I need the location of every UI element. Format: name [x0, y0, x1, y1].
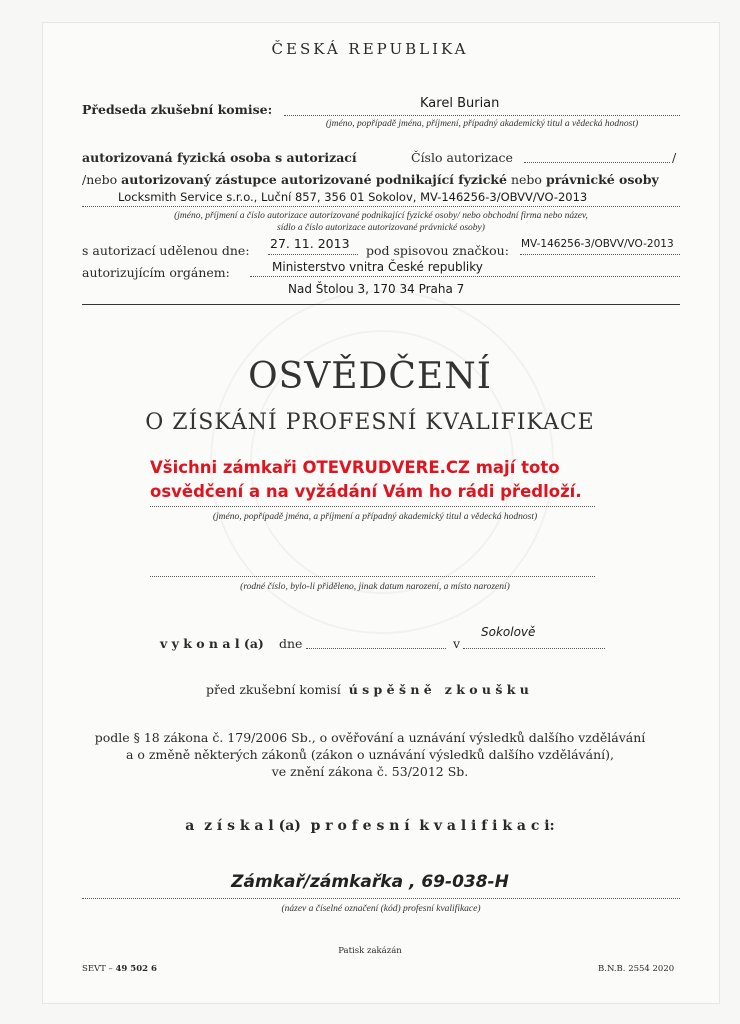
- footer-right: B.N.B. 2554 2020: [598, 964, 675, 974]
- auth-line2-prefix: /nebo: [82, 172, 118, 187]
- qualification-value: Zámkař/zámkařka , 69-038-H: [231, 872, 509, 892]
- certificate-title: OSVĚDČENÍ: [248, 356, 492, 397]
- auth-line2-bold1: autorizovaný zástupce autorizované podnikající fyzické: [121, 172, 507, 187]
- chairman-label: Předseda zkušební komise:: [82, 102, 273, 117]
- holder-name-caption: (jméno, popřípadě jména, a příjmení a případný akademický titul a vědecká hodnost): [212, 512, 538, 522]
- holder-birth-dots: [150, 576, 595, 577]
- footer-left-prefix: SEVT –: [82, 964, 116, 974]
- law-line2: a o změně některých zákonů (zákon o uznávání výsledků dalšího vzdělávání),: [126, 747, 614, 762]
- footer-left-code: 49 502 6: [115, 964, 157, 974]
- header-rule: [82, 304, 680, 305]
- country-heading: ČESKÁ REPUBLIKA: [271, 40, 469, 58]
- auth-caption1: (jméno, příjmení a číslo autorizace autorizované podnikající fyzické osoby/ nebo obchodní firma nebo název,: [174, 211, 588, 221]
- file-number: MV-146256-3/OBVV/VO-2013: [521, 238, 674, 250]
- auth-company-dots: [82, 206, 680, 207]
- auth-number-dots: [524, 162, 670, 163]
- granted-date: 27. 11. 2013: [270, 236, 350, 251]
- law-line3: ve znění zákona č. 53/2012 Sb.: [271, 764, 469, 779]
- auth-line2-or: nebo: [510, 172, 542, 187]
- exam-date-dots: [306, 648, 446, 649]
- certificate-subtitle: O ZÍSKÁNÍ PROFESNÍ KVALIFIKACE: [145, 410, 595, 435]
- granted-label: s autorizací udělenou dne:: [82, 243, 250, 258]
- auth-company: Locksmith Service s.r.o., Luční 857, 356 01 Sokolov, MV-146256-3/OBVV/VO-2013: [118, 190, 588, 204]
- organ-address: Nad Štolou 3, 170 34 Praha 7: [288, 282, 465, 296]
- auth-number-label: Číslo autorizace: [411, 150, 513, 165]
- organ-value: Ministerstvo vnitra České republiky: [272, 260, 483, 274]
- exam-place-value: Sokolově: [481, 625, 536, 639]
- qualification-caption: (název a číselné označení (kód) profesní kvalifikace): [281, 904, 481, 914]
- exam-date-label: dne: [279, 636, 303, 651]
- exam-performed: v y k o n a l (a): [160, 636, 264, 651]
- file-label: pod spisovou značkou:: [366, 243, 509, 258]
- overlay-notice-line1: Všichni zámkaři OTEVRUDVERE.CZ mají toto: [150, 458, 560, 477]
- file-dots: [520, 254, 680, 255]
- overlay-notice-line2: osvědčení a na vyžádání Vám ho rádi předloží.: [150, 482, 582, 501]
- auth-line1-label: autorizovaná fyzická osoba s autorizací: [82, 150, 357, 165]
- chairman-name: Karel Burian: [420, 96, 500, 111]
- exam-place-dots: [463, 648, 605, 649]
- qualification-dots: [82, 898, 680, 899]
- auth-caption2: sídlo a číslo autorizace autorizované právnické osoby): [277, 223, 485, 233]
- footer-left: [82, 964, 157, 974]
- auth-line2: [82, 172, 659, 187]
- exam-place-label: v: [453, 636, 461, 651]
- footer-note: Patisk zakázán: [338, 946, 402, 956]
- chairman-dots: [284, 115, 680, 116]
- organ-label: autorizujícím orgánem:: [82, 265, 230, 280]
- chairman-caption: (jméno, popřípadě jména, příjmení, případný akademický titul a vědecká hodnost): [325, 119, 639, 129]
- qualification-heading: a z í s k a l (a) p r o f e s n í k v a l i f i k a c i:: [185, 818, 555, 834]
- exam-before-text: před zkušební komisí: [206, 682, 341, 697]
- granted-dots: [268, 254, 358, 255]
- exam-before-line: [206, 682, 529, 697]
- holder-name-dots: [150, 506, 595, 507]
- auth-line2-bold2: právnické osoby: [545, 172, 659, 187]
- holder-birth-caption: (rodné číslo, bylo-li přiděleno, jinak datum narození, a místo narození): [240, 582, 510, 592]
- law-line1: podle § 18 zákona č. 179/2006 Sb., o ověřování a uznávání výsledků dalšího vzdělávání: [94, 730, 646, 745]
- auth-number-slash: /: [672, 150, 677, 165]
- organ-dots: [250, 276, 680, 277]
- exam-result: ú s p ě š n ě z k o u š k u: [348, 682, 529, 697]
